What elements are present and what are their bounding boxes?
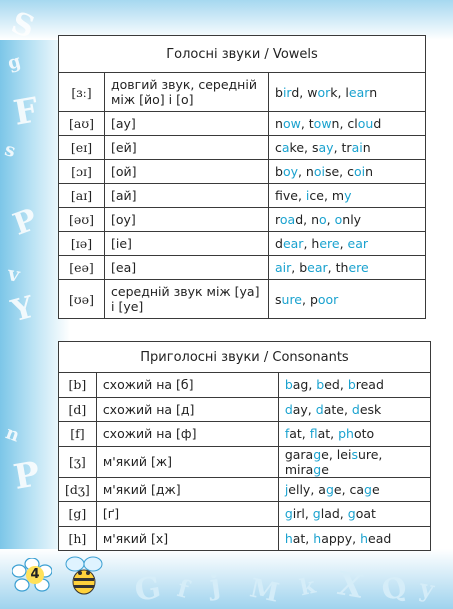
- example-text: irl,: [292, 506, 313, 522]
- example-text: b: [275, 164, 283, 179]
- vowel-row: [59, 73, 426, 112]
- highlighted-letters: ear: [282, 236, 304, 251]
- example-text: ead: [368, 530, 392, 546]
- example-text: f: [275, 188, 283, 203]
- example-words: [278, 373, 430, 398]
- decor-letter: n: [2, 422, 23, 447]
- decor-letter: k: [297, 572, 318, 602]
- highlighted-letters: o: [319, 212, 327, 227]
- consonant-row: [59, 422, 431, 447]
- highlighted-letters: oi: [313, 164, 325, 179]
- example-text: d, w: [291, 84, 318, 100]
- sound-description: м'який [дж]: [96, 477, 278, 502]
- example-words: [278, 477, 430, 502]
- vowel-row: [59, 256, 426, 280]
- example-text: esk: [359, 401, 382, 417]
- ipa-symbol: [əʊ]: [59, 208, 105, 232]
- decor-letter: v: [6, 261, 22, 287]
- decor-letter: f: [174, 573, 192, 604]
- ipa-symbol: [ɔɪ]: [59, 160, 105, 184]
- example-text: ce, m: [309, 188, 345, 203]
- example-text: appy,: [321, 530, 361, 546]
- example-text: k, l: [330, 84, 349, 100]
- highlighted-letters: air: [275, 260, 292, 275]
- highlighted-letters: h: [284, 530, 293, 546]
- ipa-symbol: [ʒ]: [59, 446, 97, 477]
- highlighted-letters: or: [317, 84, 331, 100]
- example-words: [269, 232, 426, 256]
- decor-letter: j: [207, 567, 223, 602]
- highlighted-letters: ay: [318, 140, 334, 155]
- example-text: at,: [292, 530, 314, 546]
- sound-description: [оу]: [105, 208, 269, 232]
- consonant-row: [59, 526, 431, 551]
- ipa-symbol: [aʊ]: [59, 112, 105, 136]
- highlighted-letters: oy: [282, 164, 298, 179]
- example-text: n, cl: [331, 116, 358, 131]
- highlighted-letters: oor: [317, 291, 339, 307]
- example-words: [269, 256, 426, 280]
- consonants-header: Приголосні звуки / Consonants: [59, 342, 431, 373]
- highlighted-letters: ear: [348, 84, 370, 100]
- highlighted-letters: ow: [313, 116, 332, 131]
- highlighted-letters: b: [347, 377, 356, 393]
- highlighted-letters: g: [313, 461, 322, 477]
- example-words: [269, 280, 426, 319]
- sound-description: схожий на [ф]: [96, 422, 278, 447]
- ipa-symbol: [dʒ]: [59, 477, 97, 502]
- example-text: , p: [302, 291, 318, 307]
- sound-description: [іе]: [105, 232, 269, 256]
- ipa-symbol: [d]: [59, 397, 97, 422]
- highlighted-letters: ph: [338, 426, 354, 442]
- decor-letter: S: [6, 5, 40, 46]
- example-words: [278, 526, 430, 551]
- decor-letter: F: [10, 90, 42, 134]
- example-text: ve,: [282, 188, 306, 203]
- decor-letter: Q: [378, 569, 411, 608]
- ipa-symbol: [f]: [59, 422, 97, 447]
- highlighted-letters: h: [313, 530, 322, 546]
- sound-description: [ой]: [105, 160, 269, 184]
- sound-description: [еа]: [105, 256, 269, 280]
- vowel-row: [59, 160, 426, 184]
- sound-description: схожий на [д]: [96, 397, 278, 422]
- highlighted-letters: o: [334, 212, 343, 227]
- example-text: elly, a: [288, 481, 326, 497]
- highlighted-letters: ear: [347, 236, 369, 251]
- highlighted-letters: y: [344, 188, 352, 203]
- sound-description: [ай]: [105, 184, 269, 208]
- highlighted-letters: ow: [282, 116, 301, 131]
- example-text: e, ca: [333, 481, 365, 497]
- sound-description: середній звук між [уа] і [уе]: [105, 280, 269, 319]
- decor-letter: X: [334, 564, 366, 606]
- example-words: [278, 397, 430, 422]
- sound-description: схожий на [б]: [96, 373, 278, 398]
- example-text: read: [355, 377, 384, 393]
- example-text: , tr: [333, 140, 352, 155]
- ipa-symbol: [aɪ]: [59, 184, 105, 208]
- highlighted-letters: oa: [279, 212, 296, 227]
- highlighted-letters: ere: [348, 260, 369, 275]
- ipa-symbol: [ɜː]: [59, 73, 105, 112]
- highlighted-letters: i: [305, 188, 310, 203]
- highlighted-letters: ear: [307, 260, 328, 275]
- highlighted-letters: g: [312, 506, 321, 522]
- sound-description: м'який [х]: [96, 526, 278, 551]
- vowel-row: [59, 112, 426, 136]
- decor-letter: P: [8, 202, 42, 243]
- example-text: c: [275, 140, 282, 155]
- example-text: se, c: [324, 164, 355, 179]
- ipa-symbol: [ɪə]: [59, 232, 105, 256]
- decor-letter: y: [417, 573, 437, 604]
- example-text: e, lei: [321, 446, 352, 462]
- ipa-symbol: [eə]: [59, 256, 105, 280]
- example-words: [269, 73, 426, 112]
- example-text: ke, s: [289, 140, 319, 155]
- example-text: b: [275, 84, 283, 100]
- example-text: ure, mira: [284, 446, 383, 477]
- highlighted-letters: g: [364, 481, 372, 497]
- highlighted-letters: j: [284, 481, 289, 497]
- highlighted-letters: d: [284, 401, 293, 417]
- example-text: ag,: [292, 377, 317, 393]
- vowel-row: [59, 184, 426, 208]
- highlighted-letters: f: [284, 426, 290, 442]
- example-text: ate,: [323, 401, 352, 417]
- ipa-symbol: [g]: [59, 502, 97, 527]
- highlighted-letters: f: [309, 426, 318, 442]
- highlighted-letters: oi: [354, 164, 366, 179]
- highlighted-letters: a: [281, 140, 290, 155]
- example-text: e: [371, 481, 380, 497]
- highlighted-letters: ere: [319, 236, 340, 251]
- highlighted-letters: b: [284, 377, 293, 393]
- sound-description: [ау]: [105, 112, 269, 136]
- decor-letter: G: [132, 570, 164, 609]
- decor-letter: g: [5, 50, 24, 75]
- example-text: lat,: [317, 426, 339, 442]
- highlighted-letters: ure: [281, 291, 302, 307]
- example-text: , h: [303, 236, 320, 251]
- highlighted-letters: s: [351, 446, 358, 462]
- highlighted-letters: d: [351, 401, 360, 417]
- example-text: , t: [300, 116, 314, 131]
- vowel-row: [59, 280, 426, 319]
- example-text: gara: [284, 446, 314, 462]
- consonant-row: [59, 502, 431, 527]
- sound-description: довгий звук, середній між [йо] і [о]: [105, 73, 269, 112]
- highlighted-letters: h: [360, 530, 369, 546]
- vowels-header: Голосні звуки / Vowels: [59, 36, 426, 73]
- top-background: [0, 0, 453, 40]
- example-text: , th: [327, 260, 349, 275]
- highlighted-letters: g: [313, 446, 322, 462]
- consonant-row: [59, 477, 431, 502]
- sound-description: [ґ]: [96, 502, 278, 527]
- example-text: n: [365, 164, 374, 179]
- example-text: , n: [297, 164, 314, 179]
- ipa-symbol: [ʊə]: [59, 280, 105, 319]
- vowel-row: [59, 232, 426, 256]
- example-text: oto: [353, 426, 375, 442]
- example-text: ay,: [292, 401, 316, 417]
- example-words: [269, 208, 426, 232]
- example-words: [269, 136, 426, 160]
- example-text: nly: [342, 212, 362, 227]
- vowels-table: [58, 35, 426, 319]
- example-words: [278, 446, 430, 477]
- consonant-row: [59, 397, 431, 422]
- example-words: [269, 184, 426, 208]
- highlighted-letters: g: [284, 506, 293, 522]
- decor-letter: s: [2, 139, 18, 162]
- example-words: [278, 422, 430, 447]
- example-text: n: [362, 140, 371, 155]
- sound-description: [ей]: [105, 136, 269, 160]
- highlighted-letters: ou: [357, 116, 374, 131]
- highlighted-letters: ai: [351, 140, 363, 155]
- example-text: r: [275, 212, 280, 227]
- example-text: n: [369, 84, 378, 100]
- example-text: lad,: [320, 506, 348, 522]
- highlighted-letters: g: [325, 481, 334, 497]
- example-text: ,: [326, 212, 335, 227]
- decor-letter: P: [10, 454, 43, 498]
- ipa-symbol: [h]: [59, 526, 97, 551]
- example-text: n: [275, 116, 283, 131]
- consonant-row: [59, 373, 431, 398]
- vowel-row: [59, 208, 426, 232]
- example-words: [269, 112, 426, 136]
- highlighted-letters: ir: [282, 84, 292, 100]
- highlighted-letters: d: [315, 401, 324, 417]
- example-text: , b: [291, 260, 308, 275]
- bee-icon: [64, 552, 104, 596]
- decor-letter: Y: [7, 289, 38, 330]
- example-text: s: [275, 291, 282, 307]
- highlighted-letters: b: [316, 377, 325, 393]
- example-text: ed,: [324, 377, 348, 393]
- example-text: oat: [355, 506, 376, 522]
- highlighted-letters: g: [347, 506, 356, 522]
- sound-description: м'який [ж]: [96, 446, 278, 477]
- example-text: d, n: [295, 212, 319, 227]
- ipa-symbol: [b]: [59, 373, 97, 398]
- example-text: d: [373, 116, 382, 131]
- example-text: d: [275, 236, 283, 251]
- decor-letter: M: [247, 573, 282, 609]
- page-number: 4: [26, 566, 44, 584]
- ipa-symbol: [eɪ]: [59, 136, 105, 160]
- consonants-table: [58, 341, 431, 551]
- example-text: ,: [339, 236, 348, 251]
- vowel-row: [59, 136, 426, 160]
- consonant-row: [59, 446, 431, 477]
- example-text: e: [321, 461, 329, 477]
- example-words: [278, 502, 430, 527]
- example-text: at,: [289, 426, 310, 442]
- example-words: [269, 160, 426, 184]
